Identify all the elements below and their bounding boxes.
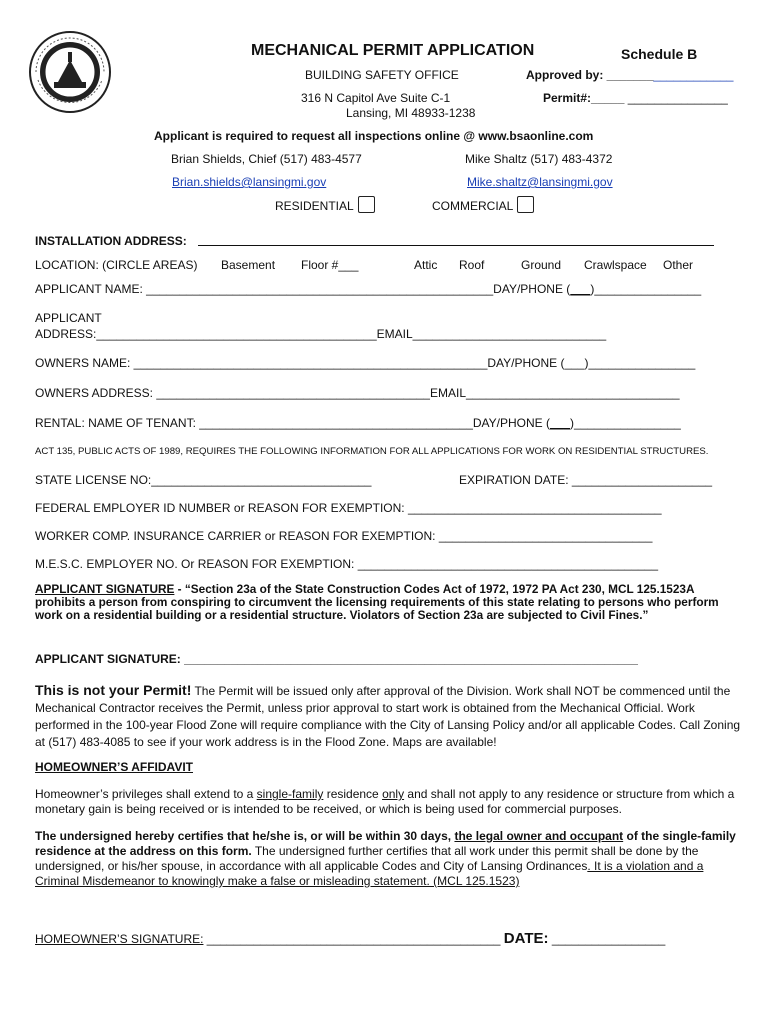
owners-name-field[interactable]: OWNERS NAME: _____________________________________________________DAY/PHONE (___)________________ <box>35 356 696 370</box>
approved-by-field[interactable] <box>526 68 733 82</box>
state-license-field[interactable]: STATE LICENSE NO:_________________________________ <box>35 473 372 487</box>
schedule-label: Schedule B <box>621 46 698 62</box>
expiration-date-field[interactable]: EXPIRATION DATE: _____________________ <box>459 473 713 487</box>
applicant-phone-end: )________________ <box>590 282 702 296</box>
tenant-name-text: RENTAL: NAME OF TENANT: _________________________________________DAY/PHONE ( <box>35 416 550 430</box>
affidavit-p2-bold-a: The undersigned hereby certifies that he/she is, or will be within 30 days, <box>35 829 455 843</box>
applicant-name-field[interactable] <box>35 282 701 296</box>
office-name: BUILDING SAFETY OFFICE <box>305 68 459 82</box>
homeowner-signature-field[interactable] <box>35 930 665 947</box>
applicant-address-field[interactable]: ADDRESS:__________________________________________EMAIL_____________________________ <box>35 327 607 341</box>
approved-by-line: ____________ <box>653 68 734 82</box>
inspector-contact: Mike Shaltz (517) 483-4372 <box>465 152 613 166</box>
area-ground[interactable]: Ground <box>521 258 562 272</box>
area-crawlspace[interactable]: Crawlspace <box>584 258 647 272</box>
permit-notice-text: The Permit will be issued only after approval of the Division. Work shall NOT be commenced until the Mechanical Contractor receives the Permit, unless prior approval to start work is obtained from the Mechanical Official. Work performed in the 100-year Flood Zone will require compliance with the City of Lansing Policy and/or all applicable Codes. Call Zoning at (517) 483-4085 to see if your work address is in the Flood Zone. Maps are available! <box>35 684 741 749</box>
signature-notice <box>35 583 745 622</box>
affidavit-p1-only: only <box>382 787 405 801</box>
permit-notice-heading: This is not your Permit! <box>35 682 192 698</box>
area-other[interactable]: Other <box>663 258 694 272</box>
affidavit-p1-b: residence <box>323 787 383 801</box>
tenant-name-field[interactable] <box>35 416 681 430</box>
date-line: _________________ <box>548 932 666 946</box>
signature-notice-label: APPLICANT SIGNATURE <box>35 582 175 596</box>
affidavit-p1-c: and shall not apply to any residence or structure from which a monetary gain is being received or is intended to be received, or which is being used for commercial purposes. <box>35 787 735 816</box>
affidavit-p2-owner-occupant: the legal owner and occupant <box>454 829 624 843</box>
fein-field[interactable]: FEDERAL EMPLOYER ID NUMBER or REASON FOR EXEMPTION: ______________________________________ <box>35 501 662 515</box>
city-seal-logo <box>28 30 112 114</box>
residential-checkbox[interactable] <box>358 196 375 213</box>
homeowner-signature-line: ____________________________________________ <box>203 932 504 946</box>
chief-email-link[interactable]: Brian.shields@lansingmi.gov <box>172 175 327 189</box>
applicant-signature-field[interactable]: APPLICANT SIGNATURE: ____________________________________________________________________ <box>35 652 638 666</box>
signature-notice-text: - “Section 23a of the State Construction Codes Act of 1972, 1972 PA Act 230, MCL 125.1523A prohibits a person from conspiring to circumvent the licensing requirements of this state relating to persons who perform work on a residential building or a residential structure. Violators of Section 23a are subjected to Civil Fines.” <box>35 582 719 622</box>
applicant-name-text: APPLICANT NAME: ____________________________________________________DAY/PHONE ( <box>35 282 571 296</box>
affidavit-p2-bold-b: of the single-family residence at the address on this form. <box>35 829 736 858</box>
affidavit-p2-text: The undersigned further certifies that all work under this permit shall be done by the undersigned, or his/her spouse, in accordance with all applicable Codes and City of Lansing Ordinances <box>35 844 699 873</box>
area-attic[interactable]: Attic <box>414 258 438 272</box>
tenant-phone-area: ___ <box>550 416 571 430</box>
affidavit-p2-violation: . It is a violation and a Criminal Misdemeanor to knowingly make a false or misleading statement. (MCL 125.1523) <box>35 859 704 888</box>
residential-label: RESIDENTIAL <box>275 199 354 213</box>
inspection-notice: Applicant is required to request all inspections online @ www.bsaonline.com <box>154 129 594 143</box>
permit-number-field[interactable] <box>543 91 728 105</box>
area-floor[interactable]: Floor #___ <box>301 258 359 272</box>
applicant-address-label: APPLICANT <box>35 311 102 325</box>
commercial-checkbox[interactable] <box>517 196 534 213</box>
applicant-phone-area: ___ <box>570 282 591 296</box>
location-label: LOCATION: (CIRCLE AREAS) <box>35 258 198 272</box>
commercial-label: COMMERCIAL <box>432 199 514 213</box>
homeowner-signature-label: HOMEOWNER’S SIGNATURE: <box>35 932 204 946</box>
affidavit-p1-single-family: single-family <box>256 787 324 801</box>
affidavit-paragraph-1 <box>35 787 745 817</box>
chief-contact: Brian Shields, Chief (517) 483-4577 <box>171 152 362 166</box>
tenant-phone-end: )________________ <box>570 416 681 430</box>
residential-option[interactable] <box>275 196 375 213</box>
office-address-line1: 316 N Capitol Ave Suite C-1 <box>301 91 451 105</box>
area-basement[interactable]: Basement <box>221 258 276 272</box>
owners-address-field[interactable]: OWNERS ADDRESS: _________________________________________EMAIL________________________________ <box>35 386 680 400</box>
permit-number-label: Permit#:_____ <box>543 91 628 105</box>
act135-notice: ACT 135, PUBLIC ACTS OF 1989, REQUIRES THE FOLLOWING INFORMATION FOR ALL APPLICATIONS FOR WORK ON RESIDENTIAL STRUCTURES. <box>35 446 709 457</box>
commercial-option[interactable] <box>432 196 534 213</box>
permit-notice <box>35 682 745 751</box>
office-address-line2: Lansing, MI 48933-1238 <box>346 106 476 120</box>
mesc-field[interactable]: M.E.S.C. EMPLOYER NO. Or REASON FOR EXEMPTION: _____________________________________________ <box>35 557 659 571</box>
installation-address-line[interactable] <box>198 245 714 246</box>
installation-address-label: INSTALLATION ADDRESS: <box>35 234 187 248</box>
date-label: DATE: <box>503 930 549 947</box>
approved-by-label: Approved by: _______ <box>526 68 654 82</box>
permit-number-line: _______________ <box>627 91 728 105</box>
inspector-email-link[interactable]: Mike.shaltz@lansingmi.gov <box>467 175 613 189</box>
worker-comp-field[interactable]: WORKER COMP. INSURANCE CARRIER or REASON FOR EXEMPTION: ________________________________ <box>35 529 653 543</box>
form-title: MECHANICAL PERMIT APPLICATION <box>251 42 535 59</box>
affidavit-paragraph-2 <box>35 829 745 889</box>
affidavit-heading: HOMEOWNER’S AFFIDAVIT <box>35 760 193 774</box>
affidavit-p1-a: Homeowner’s privileges shall extend to a <box>35 787 257 801</box>
area-roof[interactable]: Roof <box>459 258 485 272</box>
